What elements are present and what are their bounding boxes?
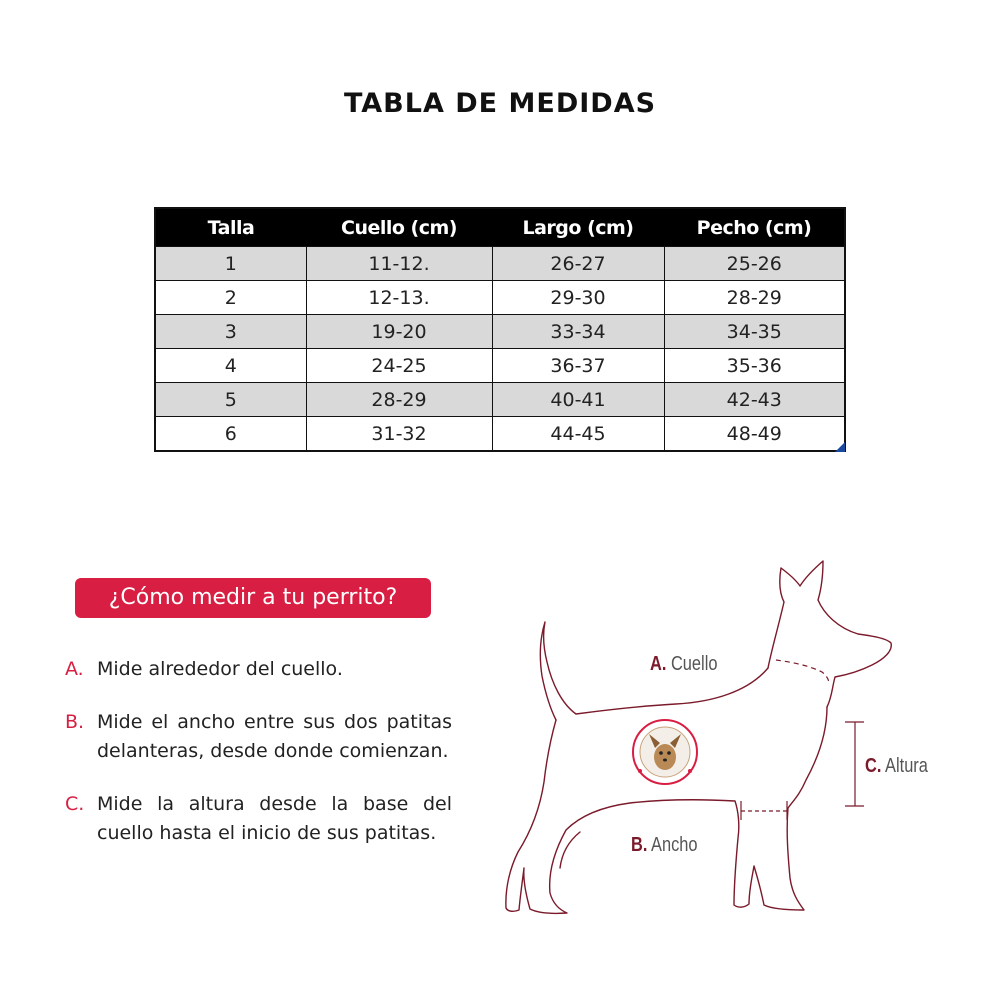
size-table bbox=[154, 207, 846, 452]
cell-largo: 26-27 bbox=[492, 247, 664, 281]
cell-cuello: 12-13. bbox=[306, 281, 492, 315]
height-measure bbox=[845, 722, 864, 806]
cell-talla: 4 bbox=[155, 349, 306, 383]
header-largo: Largo (cm) bbox=[492, 208, 664, 247]
label-text: Cuello bbox=[670, 653, 718, 675]
cell-largo: 44-45 bbox=[492, 417, 664, 452]
dog-diagram bbox=[490, 555, 950, 925]
step-text: Mide el ancho entre sus dos patitas delanteras, desde donde comienzan. bbox=[97, 711, 452, 762]
resize-handle-icon bbox=[835, 442, 845, 452]
step-b bbox=[65, 708, 452, 766]
header-talla: Talla bbox=[155, 208, 306, 247]
header-cuello: Cuello (cm) bbox=[306, 208, 492, 247]
label-altura bbox=[865, 755, 928, 778]
cell-cuello: 19-20 bbox=[306, 315, 492, 349]
header-pecho: Pecho (cm) bbox=[664, 208, 845, 247]
cell-pecho: 28-29 bbox=[664, 281, 845, 315]
label-ancho bbox=[631, 834, 698, 857]
steps-list bbox=[65, 655, 452, 872]
step-letter: B. bbox=[65, 711, 85, 733]
cell-talla: 5 bbox=[155, 383, 306, 417]
dog-outline bbox=[506, 561, 891, 913]
width-measure bbox=[741, 801, 787, 820]
table-row bbox=[155, 417, 845, 452]
cell-pecho: 34-35 bbox=[664, 315, 845, 349]
table-row bbox=[155, 383, 845, 417]
step-letter: C. bbox=[65, 793, 85, 815]
table-header-row bbox=[155, 208, 845, 247]
cell-largo: 36-37 bbox=[492, 349, 664, 383]
cell-talla: 3 bbox=[155, 315, 306, 349]
cell-talla: 2 bbox=[155, 281, 306, 315]
cell-cuello: 31-32 bbox=[306, 417, 492, 452]
label-cuello bbox=[650, 653, 717, 676]
cell-talla: 6 bbox=[155, 417, 306, 452]
cell-pecho: 42-43 bbox=[664, 383, 845, 417]
table-row bbox=[155, 247, 845, 281]
cell-largo: 29-30 bbox=[492, 281, 664, 315]
cell-cuello: 28-29 bbox=[306, 383, 492, 417]
howto-title: ¿Cómo medir a tu perrito? bbox=[75, 578, 431, 618]
step-letter: A. bbox=[65, 658, 84, 680]
cell-cuello: 24-25 bbox=[306, 349, 492, 383]
table-row bbox=[155, 315, 845, 349]
neck-measure-line bbox=[776, 660, 829, 684]
page-title: TABLA DE MEDIDAS bbox=[343, 88, 657, 119]
cell-pecho: 25-26 bbox=[664, 247, 845, 281]
label-text: Ancho bbox=[651, 834, 698, 856]
cell-largo: 33-34 bbox=[492, 315, 664, 349]
cell-talla: 1 bbox=[155, 247, 306, 281]
step-c bbox=[65, 790, 452, 848]
step-text: Mide la altura desde la base del cuello hasta el inicio de sus patitas. bbox=[97, 793, 452, 844]
brand-logo bbox=[633, 720, 697, 784]
step-a bbox=[65, 655, 452, 684]
cell-pecho: 35-36 bbox=[664, 349, 845, 383]
label-letter: A. bbox=[650, 653, 667, 675]
label-text: Altura bbox=[885, 755, 928, 777]
table-row bbox=[155, 349, 845, 383]
label-letter: C. bbox=[865, 755, 882, 777]
label-letter: B. bbox=[631, 834, 648, 856]
cell-cuello: 11-12. bbox=[306, 247, 492, 281]
step-text: Mide alrededor del cuello. bbox=[97, 658, 343, 680]
table-row bbox=[155, 281, 845, 315]
cell-largo: 40-41 bbox=[492, 383, 664, 417]
cell-pecho: 48-49 bbox=[664, 417, 845, 452]
